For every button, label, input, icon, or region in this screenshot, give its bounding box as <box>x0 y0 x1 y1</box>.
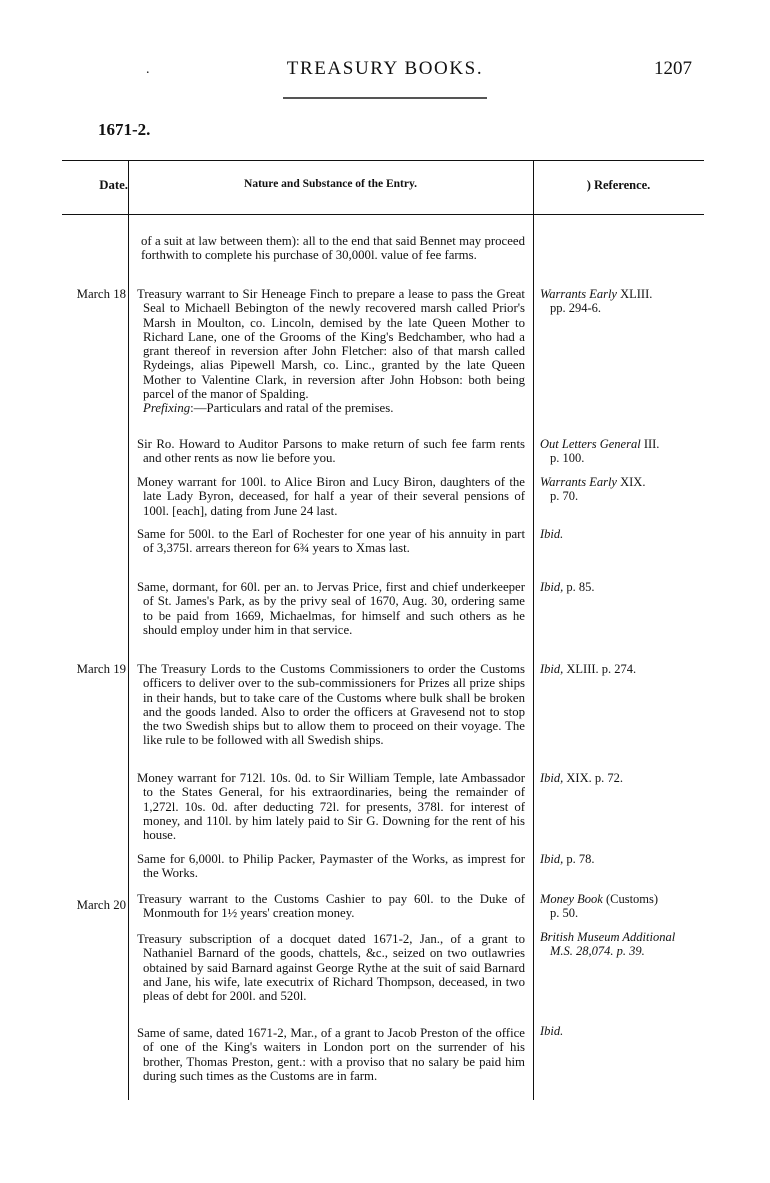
entry-reference <box>540 527 705 541</box>
entry-text: The Treasury Lords to the Customs Commissioners to order the Customs officers to deliver over to the sub-commissioners for Prizes all prize ships in their hands, but to take care of the Customs where bulk shall be broken and the goods landed. Also to order the officers at Gravesend not to stop the two Swedish ships but to allow them to proceed on their voyage. The like rule to be followed with all Swedish ships. <box>137 662 525 748</box>
reference-source: Ibid, <box>540 771 564 785</box>
entry-prefix-label: Prefixing <box>143 401 191 416</box>
reference-volume: p. 85. <box>563 580 595 594</box>
entry-text: of a suit at law between them): all to the end that said Bennet may proceed forthwith to complete his purchase of 30,000l. value of fee farms. <box>141 234 525 263</box>
reference-source: Ibid. <box>540 1024 564 1038</box>
column-divider-date <box>128 160 129 1100</box>
entry-date: March 19 <box>76 662 126 676</box>
entry-text: Money warrant for 712l. 10s. 0d. to Sir William Temple, late Ambassador to the States General, for his extraordinaries, being the remainder of 1,272l. 10s. 0d. after deducting 72l. for presents, 378l. for interest of money, and 110l. by him lately paid to Sir G. Downing for the rent of his house. <box>137 771 525 843</box>
entry-date: March 18 <box>76 287 126 301</box>
reference-source: Ibid, <box>540 852 564 866</box>
entry-text: Money warrant for 100l. to Alice Biron and Lucy Biron, daughters of the late Lady Byron, deceased, for half a year of their several pensions of 100l. [each], dating from June 24 last. <box>137 475 525 518</box>
reference-source: Out Letters General <box>540 437 641 451</box>
page-number: 1207 <box>654 58 692 79</box>
entry-reference <box>540 287 705 316</box>
reference-source: Warrants Early <box>540 287 617 301</box>
entry-text: Treasury subscription of a docquet dated 1671-2, Jan., of a grant to Nathaniel Barnard of the goods, chattels, &c., seized on two outlawries obtained by said Barnard against George Rythe at the suit of said Barnard and Jane, his wife, late executrix of Richard Thompson, deceased, in two pleas of debt for 200l. and 520l. <box>137 932 525 1004</box>
reference-source: British Museum Additional <box>540 930 676 944</box>
reference-volume: XLIII. p. 274. <box>563 662 637 676</box>
entry-reference <box>540 852 705 866</box>
entry-text: Same for 500l. to the Earl of Rochester for one year of his annuity in part of 3,375l. arrears thereon for 6¾ years to Xmas last. <box>137 527 525 556</box>
entry-reference <box>540 892 705 921</box>
reference-source: Money Book <box>540 892 603 906</box>
entry-date: March 20 <box>76 898 126 912</box>
header-rule <box>283 97 487 99</box>
table-header-rule <box>62 214 704 215</box>
reference-volume: (Customs) <box>602 892 659 906</box>
entry-reference <box>540 580 705 594</box>
reference-page: p. 50. <box>550 906 579 921</box>
reference-source: Ibid. <box>540 527 564 541</box>
entry-text <box>137 287 525 416</box>
reference-volume: XIX. p. 72. <box>563 771 623 785</box>
entry-reference <box>540 437 705 466</box>
entry-text: Sir Ro. Howard to Auditor Parsons to make return of such fee farm rents and other rents as now lie before you. <box>137 437 525 466</box>
reference-page: p. 70. <box>550 489 579 504</box>
reference-volume: XLIII. <box>616 287 653 301</box>
header-nature: Nature and Substance of the Entry. <box>244 178 417 190</box>
entry-text: Same of same, dated 1671-2, Mar., of a grant to Jacob Preston of the office of one of the King's waiters in London port on the surrender of his brother, Thomas Preston, gent.: with a proviso that no salary be paid him during such times as the Customs are in farm. <box>137 1026 525 1083</box>
reference-source: Ibid, <box>540 580 564 594</box>
entry-text: Same, dormant, for 60l. per an. to Jervas Price, first and chief underkeeper of St. James's Park, as by the privy seal of 1670, Aug. 30, ordering same to be paid from 1669, Michaelmas, for himself and such others as he should employ under him in that service. <box>137 580 525 637</box>
entry-reference <box>540 930 705 959</box>
entry-text: Treasury warrant to the Customs Cashier to pay 60l. to the Duke of Monmouth for 1½ years' creation money. <box>137 892 525 921</box>
table-top-rule <box>62 160 704 161</box>
header-date: Date. <box>99 178 128 192</box>
header-reference: ) Reference. <box>586 178 651 192</box>
reference-source: Ibid, <box>540 662 564 676</box>
reference-volume: XIX. <box>616 475 646 489</box>
reference-volume: p. 78. <box>563 852 595 866</box>
entry-body: Treasury warrant to Sir Heneage Finch to prepare a lease to pass the Great Seal to Michaell Bebington of the newly recovered marsh called Prior's Marsh in Moulton, co. Lincoln, demised by the late Queen Mother to Richard Lane, one of the Grooms of the King's Bedchamber, who had a grant thereof in reversion after John Fletcher: also of that marsh called Rydeings, alias Pipewell Marsh, co. Linc., granted by the late Queen Mother to Valentine Clark, in reversion after John Hobson: both being parcel of the manor of Spalding. <box>137 287 525 402</box>
reference-source: Warrants Early <box>540 475 617 489</box>
running-title: TREASURY BOOKS. <box>286 58 484 79</box>
entry-reference <box>540 771 705 785</box>
page-header <box>0 58 770 82</box>
entry-reference <box>540 1024 705 1038</box>
reference-volume: III. <box>640 437 660 451</box>
entry-reference <box>540 475 705 504</box>
entry-prefix-text: :—Particulars and ratal of the premises. <box>190 401 394 416</box>
entry-reference <box>540 662 705 676</box>
entry-text: Same for 6,000l. to Philip Packer, Paymaster of the Works, as imprest for the Works. <box>137 852 525 881</box>
reference-page: p. 100. <box>550 451 585 466</box>
header-dot: . <box>146 62 150 77</box>
year-heading: 1671-2. <box>98 120 151 139</box>
column-divider-reference <box>533 160 534 1100</box>
reference-page: M.S. 28,074. p. 39. <box>550 944 645 959</box>
reference-page: pp. 294-6. <box>550 301 602 316</box>
